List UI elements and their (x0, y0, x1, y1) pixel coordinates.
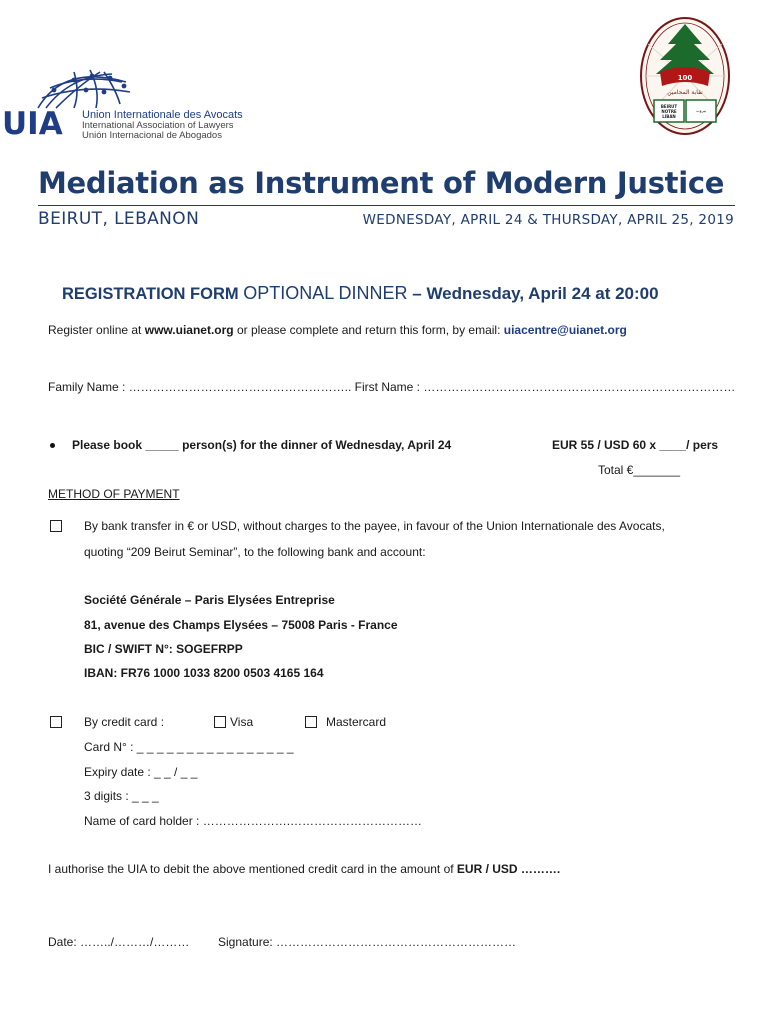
expiry-date-field[interactable]: Expiry date : _ _ / _ _ (84, 765, 198, 779)
mastercard-label: Mastercard (326, 715, 387, 729)
bank-iban: IBAN: FR76 1000 1033 8200 0503 4165 164 (84, 666, 324, 680)
svg-text:نقابة المحامين: نقابة المحامين (667, 89, 703, 96)
date-field[interactable]: Date: ……../………/……… (48, 935, 190, 949)
event-dates: WEDNESDAY, APRIL 24 & THURSDAY, APRIL 25, 2019 (362, 212, 734, 228)
bank-transfer-text-2: quoting “209 Beirut Seminar”, to the following bank and account: (84, 545, 426, 559)
svg-text:NOTRE: NOTRE (661, 109, 677, 114)
form-title (62, 283, 659, 304)
visa-checkbox[interactable] (214, 716, 226, 728)
booking-line[interactable]: Please book _____ person(s) for the dinner of Wednesday, April 24 (72, 438, 452, 452)
svg-text:بيروت: بيروت (695, 108, 707, 113)
svg-text:BEIRUT: BEIRUT (660, 104, 678, 109)
page-title: Mediation as Instrument of Modern Justice (38, 166, 725, 200)
payment-method-heading: METHOD OF PAYMENT (48, 487, 180, 501)
name-fields[interactable]: Family Name : ……………………………………………….. First Name : …………………………………………………………………… (48, 380, 736, 394)
bank-bic: BIC / SWIFT N°: SOGEFRPP (84, 642, 243, 656)
bank-transfer-text: By bank transfer in € or USD, without charges to the payee, in favour of the Union Internationale des Avocats, (84, 519, 665, 533)
authorisation-amount[interactable]: EUR / USD ………. (456, 862, 561, 876)
register-text-mid: or please complete and return this form, by email: (233, 323, 504, 337)
cedar-seal-icon (638, 14, 732, 138)
mastercard-checkbox[interactable] (305, 716, 317, 728)
bank-transfer-checkbox[interactable] (50, 520, 62, 532)
credit-card-checkbox[interactable] (50, 716, 62, 728)
register-text-pre: Register online at (48, 323, 145, 337)
form-title-part3: – Wednesday, April 24 at 20:00 (407, 284, 659, 303)
uia-name-fr: Union Internationale des Avocats (82, 109, 243, 121)
price-line[interactable]: EUR 55 / USD 60 x ____/ pers (552, 438, 719, 452)
website-link[interactable]: www.uianet.org (144, 323, 234, 337)
card-number-field[interactable]: Card N° : _ _ _ _ _ _ _ _ _ _ _ _ _ _ _ _ (84, 740, 294, 754)
event-location: BEIRUT, LEBANON (38, 209, 200, 229)
svg-text:LIBAN: LIBAN (662, 114, 676, 119)
card-holder-field[interactable]: Name of card holder : ………………….…………………………… (84, 814, 423, 828)
bank-name: Société Générale – Paris Elysées Entreprise (84, 593, 335, 607)
register-instructions (48, 323, 627, 337)
security-digits-field[interactable]: 3 digits : _ _ _ (84, 789, 159, 803)
signature-field[interactable]: Signature: …………………………………………………… (218, 935, 517, 949)
visa-label: Visa (230, 715, 254, 729)
form-title-part2: OPTIONAL DINNER (243, 283, 408, 303)
authorisation-line[interactable] (48, 862, 560, 876)
svg-text:100: 100 (677, 74, 693, 82)
uia-name-en: International Association of Lawyers (82, 120, 234, 131)
uia-acronym: UIA (2, 106, 63, 142)
authorisation-text: I authorise the UIA to debit the above mentioned credit card in the amount of (48, 862, 457, 876)
credit-card-label: By credit card : (84, 715, 165, 729)
title-divider (38, 205, 735, 206)
bank-address: 81, avenue des Champs Elysées – 75008 Paris - France (84, 618, 398, 632)
form-title-part1: REGISTRATION FORM (62, 285, 244, 303)
beirut-bar-seal (638, 14, 732, 138)
total-line[interactable]: Total €_______ (598, 463, 681, 477)
email-link[interactable]: uiacentre@uianet.org (503, 323, 627, 337)
bullet-icon (50, 443, 55, 448)
uia-name-es: Unión Internacional de Abogados (82, 130, 222, 141)
